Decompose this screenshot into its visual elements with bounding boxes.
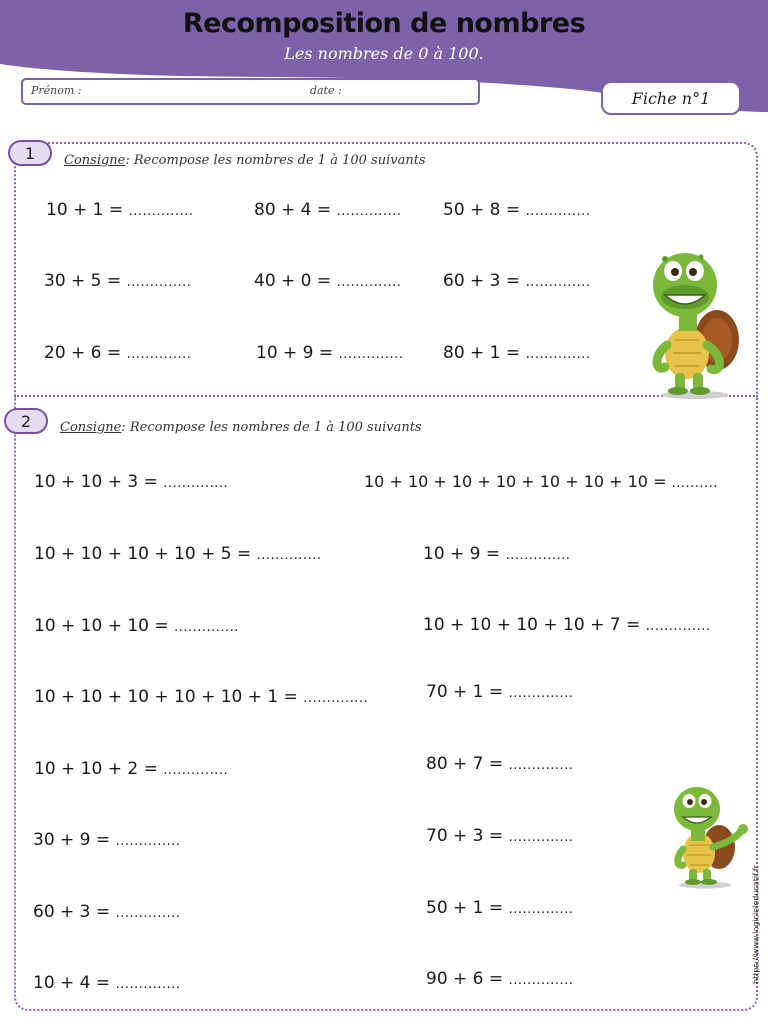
- expression: 10 + 4 =: [33, 973, 116, 993]
- page-title: Recomposition de nombres: [182, 8, 586, 39]
- answer-blank[interactable]: ..............: [505, 548, 571, 563]
- answer-blank[interactable]: ..............: [163, 763, 229, 778]
- exercise-item: [443, 271, 590, 291]
- expression: 80 + 7 =: [426, 754, 509, 774]
- exercise-item: [34, 687, 368, 707]
- expression: 70 + 1 =: [426, 682, 509, 702]
- consigne-label: Consigne: [64, 153, 126, 168]
- answer-blank[interactable]: ..........: [671, 476, 718, 491]
- exercise-item: [34, 759, 228, 779]
- expression: 30 + 5 =: [44, 271, 127, 291]
- exercise-item: [44, 271, 191, 291]
- exercise-item: [426, 682, 573, 702]
- answer-blank[interactable]: ..............: [508, 686, 574, 701]
- expression: 70 + 3 =: [426, 826, 509, 846]
- expression: 10 + 1 =: [46, 200, 129, 220]
- answer-blank[interactable]: ..............: [174, 620, 239, 635]
- exercise-item: [443, 343, 590, 363]
- answer-blank[interactable]: ..............: [508, 902, 574, 917]
- exercise-item: [46, 200, 193, 220]
- exercise-item: [33, 902, 180, 922]
- expression: 10 + 10 + 10 + 10 + 7 =: [423, 615, 646, 635]
- answer-blank[interactable]: ..............: [336, 204, 402, 219]
- expression: 10 + 10 + 10 + 10 + 10 + 10 + 10 =: [364, 472, 672, 491]
- expression: 10 + 9 =: [423, 544, 506, 564]
- exercise-item: [426, 826, 573, 846]
- answer-blank[interactable]: ..............: [645, 619, 711, 634]
- expression: 10 + 10 + 10 + 10 + 5 =: [34, 544, 257, 564]
- consigne-text: : Recompose les nombres de 1 à 100 suivants: [125, 153, 426, 168]
- expression: 10 + 10 + 3 =: [34, 472, 164, 492]
- expression: 80 + 4 =: [254, 200, 337, 220]
- fiche-badge: Fiche n°1: [601, 81, 741, 115]
- expression: 60 + 3 =: [443, 271, 526, 291]
- section-number-2: 2: [4, 408, 48, 434]
- expression: 50 + 8 =: [443, 200, 526, 220]
- answer-blank[interactable]: ..............: [303, 691, 369, 706]
- answer-blank[interactable]: ..............: [115, 834, 181, 849]
- answer-blank[interactable]: ..............: [163, 476, 229, 491]
- turtle-thumbs-up-illustration: [665, 785, 751, 890]
- expression: 10 + 10 + 2 =: [34, 759, 164, 779]
- answer-blank[interactable]: ..............: [508, 973, 574, 988]
- expression: 20 + 6 =: [44, 343, 127, 363]
- answer-blank[interactable]: ..............: [525, 275, 591, 290]
- student-info-box[interactable]: [21, 78, 480, 105]
- exercise-item: [423, 615, 710, 635]
- answer-blank[interactable]: ..............: [508, 758, 574, 773]
- exercise-item: [33, 973, 180, 993]
- page-subtitle: Les nombres de 0 à 100.: [284, 44, 484, 63]
- answer-blank[interactable]: ..............: [336, 275, 402, 290]
- exercise-item: [34, 544, 321, 564]
- date-label: date :: [310, 84, 342, 97]
- expression: 60 + 3 =: [33, 902, 116, 922]
- exercise-item: [423, 544, 570, 564]
- exercise-item: [254, 271, 401, 291]
- exercise-item: [254, 200, 401, 220]
- consigne-1: [64, 153, 426, 168]
- exercise-item: [34, 616, 239, 636]
- consigne-2: [60, 420, 422, 435]
- exercise-item: [426, 969, 573, 989]
- exercise-item: [33, 830, 180, 850]
- expression: 40 + 0 =: [254, 271, 337, 291]
- consigne-label: Consigne: [60, 420, 122, 435]
- turtle-mascot-illustration: [645, 245, 745, 400]
- answer-blank[interactable]: ..............: [338, 347, 404, 362]
- answer-blank[interactable]: ..............: [126, 347, 192, 362]
- exercise-item: [34, 472, 228, 492]
- answer-blank[interactable]: ..............: [508, 830, 574, 845]
- exercise-item: [426, 754, 573, 774]
- exercise-item: [364, 472, 718, 491]
- website-url: https://www.logicieleducatif.fr: [751, 865, 761, 984]
- answer-blank[interactable]: ..............: [115, 977, 181, 992]
- answer-blank[interactable]: ..............: [126, 275, 192, 290]
- website-footer: [746, 840, 760, 1010]
- section-number-1: 1: [8, 140, 52, 166]
- answer-blank[interactable]: ..............: [128, 204, 194, 219]
- answer-blank[interactable]: ..............: [525, 347, 591, 362]
- exercise-item: [256, 343, 403, 363]
- expression: 10 + 10 + 10 =: [34, 616, 175, 636]
- answer-blank[interactable]: ..............: [115, 906, 181, 921]
- answer-blank[interactable]: ..............: [525, 204, 591, 219]
- expression: 10 + 10 + 10 + 10 + 10 + 1 =: [34, 687, 304, 707]
- expression: 50 + 1 =: [426, 898, 509, 918]
- exercise-item: [443, 200, 590, 220]
- expression: 80 + 1 =: [443, 343, 526, 363]
- expression: 90 + 6 =: [426, 969, 509, 989]
- expression: 30 + 9 =: [33, 830, 116, 850]
- expression: 10 + 9 =: [256, 343, 339, 363]
- answer-blank[interactable]: ..............: [256, 548, 322, 563]
- prenom-label: Prénom :: [31, 84, 82, 97]
- consigne-text: : Recompose les nombres de 1 à 100 suivants: [121, 420, 422, 435]
- exercise-item: [44, 343, 191, 363]
- exercise-item: [426, 898, 573, 918]
